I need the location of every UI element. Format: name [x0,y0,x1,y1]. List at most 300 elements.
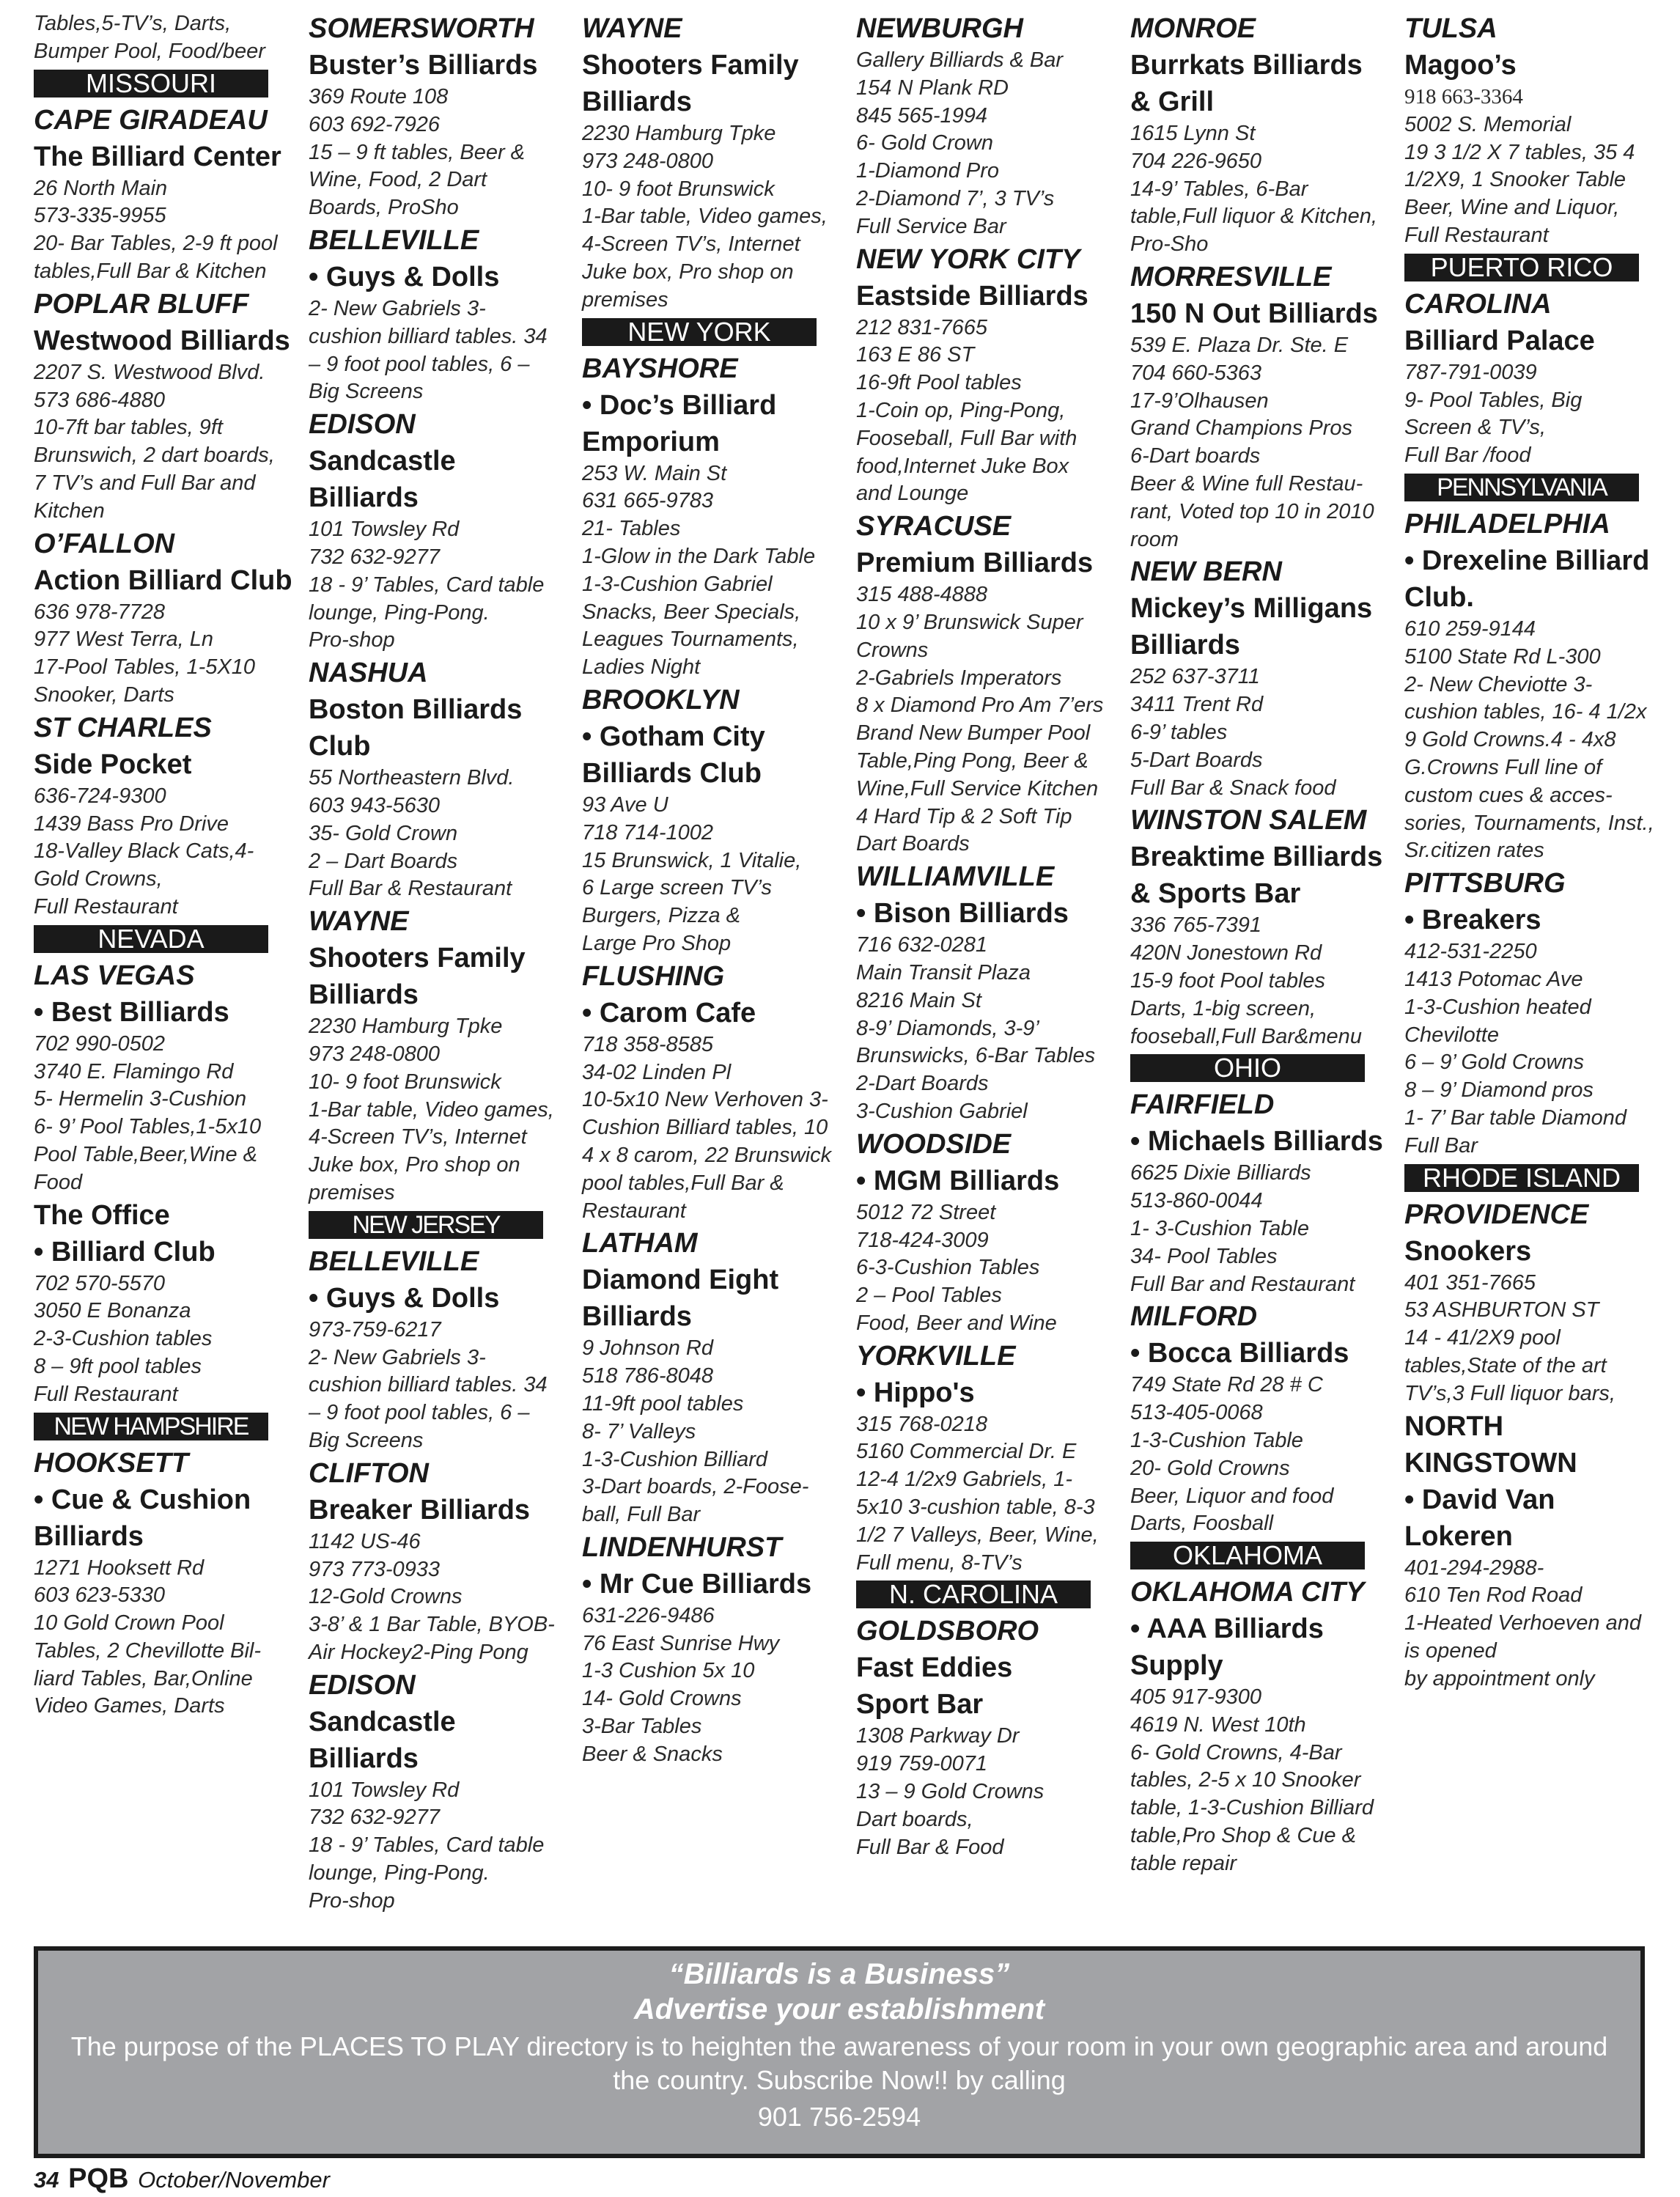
listing-line: 8-9’ Diamonds, 3-9’ [856,1016,1039,1040]
venue-name: Mickey’s Milligans [1130,593,1373,625]
listing-line: 12-Gold Crowns [309,1585,463,1609]
listing-line: 6-3-Cushion Tables [856,1256,1040,1280]
venue-name: Snookers [1404,1235,1532,1267]
listing-line: 93 Ave U [582,792,668,817]
venue-name: The Office [34,1199,170,1231]
listing-line: 10 Gold Crown Pool [34,1611,224,1635]
city-heading: HOOKSETT [34,1447,189,1479]
listing-line: 716 632-0281 [856,933,987,957]
listing-line: 636-724-9300 [34,784,166,808]
listing-line: 18 - 9’ Tables, Card table [309,573,545,597]
listing-line: 9 Gold Crowns.4 - 4x8 [1404,728,1616,752]
page-number: 34 [34,2167,59,2193]
listing-line: 631 665-9783 [582,489,713,513]
venue-name: • Breakers [1404,905,1541,936]
listing-line: 732 632-9277 [309,545,440,569]
listing-line: Full Restaurant [1404,223,1549,247]
venue-name: Boston Billiards [309,694,523,726]
listing-line: 5-Dart Boards [1130,748,1263,772]
listing-line: 2-Diamond 7’, 3 TV’s [856,186,1055,210]
venue-name: The Billiard Center [34,141,281,172]
listing-line: Full Restaurant [34,1382,178,1406]
listing-line: 513-860-0044 [1130,1189,1263,1213]
listing-line: Chevilotte [1404,1023,1499,1047]
venue-name: Sandcastle [309,1706,456,1737]
listing-line: sories, Tournaments, Inst., [1404,811,1654,835]
venue-name: Action Billiard Club [34,564,292,596]
listing-line: Juke box, Pro shop on [309,1153,520,1177]
listing-line: 1-3-Cushion heated [1404,995,1591,1019]
listing-line: 76 East Sunrise Hwy [582,1631,780,1655]
magazine-logo: PQB [68,2163,129,2194]
listing-line: 10- 9 foot Brunswick [582,177,775,201]
listing-line: Pro-shop [309,628,395,652]
listing-line: is opened [1404,1638,1497,1663]
listing-line: 6625 Dixie Billiards [1130,1161,1311,1185]
listing-line: fooseball,Full Bar&menu [1130,1024,1362,1048]
venue-name: • Billiard Club [34,1236,215,1267]
venue-name: • Michaels Billiards [1130,1126,1383,1158]
listing-line: 977 West Terra, Ln [34,628,214,652]
listing-line: 35- Gold Crown [309,821,458,845]
listing-line: – 9 foot pool tables, 6 – [309,1401,530,1425]
ad-phone: 901 756-2594 [757,2102,921,2132]
listing-line: 1308 Parkway Dr [856,1724,1020,1748]
listing-line: 10- 9 foot Brunswick [309,1070,501,1094]
directory-column-2 [309,10,565,1916]
listing-line: 18 - 9’ Tables, Card table [309,1833,545,1858]
state-header: NEW JERSEY [309,1211,543,1239]
listing-line: Large Pro Shop [582,931,732,955]
venue-name: NORTH [1404,1410,1504,1442]
city-heading: LATHAM [582,1228,698,1259]
listing-line: Food, Beer and Wine [856,1311,1057,1335]
listing-line: 704 226-9650 [1130,149,1261,173]
listing-line: 10-7ft bar tables, 9ft [34,416,223,440]
listing-line: 7 TV’s and Full Bar and [34,471,256,495]
venue-name: Westwood Billiards [34,325,290,356]
listing-line: 4 Hard Tip & 2 Soft Tip [856,804,1072,828]
venue-name: • Mr Cue Billiards [582,1568,812,1600]
listing-line: 20- Gold Crowns [1130,1456,1290,1480]
listing-line: 732 632-9277 [309,1806,440,1830]
venue-name: • Guys & Dolls [309,1282,500,1314]
directory-column-5 [1130,10,1387,1878]
listing-line: 2- New Gabriels 3- [309,296,486,320]
listing-line: cushion billiard tables. 34 [309,1373,548,1397]
listing-line: 1142 US-46 [309,1529,421,1553]
listing-line: 5160 Commercial Dr. E [856,1440,1077,1464]
listing-line: 718 714-1002 [582,820,713,844]
listing-line: Food [34,1170,83,1194]
listing-line: 8 – 9’ Diamond pros [1404,1078,1594,1103]
city-heading: WILLIAMVILLE [856,861,1055,893]
listing-line: food,Internet Juke Box [856,454,1069,478]
listing-line: Snacks, Beer Specials, [582,600,801,624]
listing-line: 4 x 8 carom, 22 Brunswick [582,1143,832,1167]
listing-line: 412-531-2250 [1404,940,1537,964]
listing-line: 2 – Dart Boards [309,849,458,873]
listing-line: custom cues & acces- [1404,783,1613,807]
listing-line: 1-Bar table, Video games, [582,205,828,229]
listing-line: rant, Voted top 10 in 2010 [1130,499,1374,523]
listing-line: Bumper Pool, Food/beer [34,39,265,63]
listing-line: Brand New Bumper Pool [856,721,1091,746]
venue-name: • Carom Cafe [582,997,756,1028]
listing-line: 17-9’Olhausen [1130,389,1269,413]
listing-line: 2 – Pool Tables [856,1284,1002,1308]
listing-line: Gold Crowns, [34,867,163,891]
listing-line: 973 248-0800 [309,1042,440,1066]
listing-line: 401-294-2988- [1404,1556,1544,1580]
listing-line: 702 570-5570 [34,1271,165,1295]
listing-line: premises [309,1180,395,1204]
venue-name: Eastside Billiards [856,280,1088,312]
listing-line: 631-226-9486 [582,1603,715,1627]
listing-line: Darts, 1-big screen, [1130,996,1316,1020]
listing-line: 3-Bar Tables [582,1715,702,1739]
venue-name: & Grill [1130,87,1215,117]
listing-line: Wine, Food, 2 Dart [309,168,487,192]
listing-line: 2-Gabriels Imperators [856,666,1062,690]
venue-name: Diamond Eight [582,1265,779,1296]
listing-line: lounge, Ping-Pong. [309,1861,490,1885]
listing-line: 973 773-0933 [309,1557,440,1581]
listing-line: Brunswicks, 6-Bar Tables [856,1044,1096,1068]
venue-name: Billiards [309,482,419,514]
state-header: PENNSYLVANIA [1404,474,1639,501]
page-footer [34,2164,330,2193]
listing-line: 6- 9’ Pool Tables,1-5x10 [34,1115,262,1139]
state-header: NEW YORK [582,318,817,346]
venue-name: 150 N Out Billiards [1130,298,1378,329]
listing-line: 4-Screen TV’s, Internet [582,232,800,257]
listing-line: Main Transit Plaza [856,960,1031,985]
listing-line: 718 358-8585 [582,1032,713,1056]
listing-line: 1/2 7 Valleys, Beer, Wine, [856,1523,1099,1547]
listing-line: 20- Bar Tables, 2-9 ft pool [34,232,278,256]
listing-line: Air Hockey2-Ping Pong [309,1640,528,1664]
listing-line: Beer & Wine full Restau- [1130,471,1363,496]
phone-line: 918 663-3364 [1404,85,1523,108]
listing-line: Full Bar /food [1404,444,1531,468]
listing-line: 4619 N. West 10th [1130,1712,1306,1737]
city-heading: FAIRFIELD [1130,1089,1275,1121]
city-heading: NEW YORK CITY [856,243,1080,275]
listing-line: 845 565-1994 [856,103,987,128]
city-heading: WINSTON SALEM [1130,805,1367,836]
listing-line: TV’s,3 Full liquor bars, [1404,1381,1615,1405]
listing-line: 973 248-0800 [582,149,713,173]
listing-line: 21- Tables [582,517,681,541]
listing-line: Dart Boards [856,832,970,856]
listing-line: 9 Johnson Rd [582,1336,713,1361]
listing-line: 636 978-7728 [34,600,165,624]
listing-line: Juke box, Pro shop on [582,260,794,284]
city-heading: GOLDSBORO [856,1616,1039,1647]
listing-line: Beer & Snacks [582,1742,723,1766]
listing-line: 13 – 9 Gold Crowns [856,1780,1045,1804]
listing-line: Full Bar [1404,1133,1478,1158]
venue-name: • Drexeline Billiard [1404,545,1650,576]
listing-line: Big Screens [309,1428,424,1452]
listing-line: 14- Gold Crowns [582,1687,742,1711]
listing-line: 53 ASHBURTON ST [1404,1298,1599,1322]
listing-line: 315 768-0218 [856,1412,987,1436]
listing-line: 14 - 41/2X9 pool [1404,1326,1561,1350]
issue-date: October/November [138,2167,330,2193]
venue-name: Club. [1404,581,1474,613]
listing-line: and Lounge [856,482,969,506]
city-heading: BELLEVILLE [309,1245,479,1277]
listing-line: 5002 S. Memorial [1404,112,1572,136]
city-heading: CAROLINA [1404,288,1552,320]
city-heading: CLIFTON [309,1457,429,1489]
city-heading: MORRESVILLE [1130,261,1332,292]
city-heading: OKLAHOMA CITY [1130,1577,1365,1608]
state-header: MISSOURI [34,70,268,97]
listing-line: 973-759-6217 [309,1317,441,1342]
listing-line: Gallery Billiards & Bar [856,48,1064,72]
directory-column-3 [582,10,839,1769]
venue-name: • Bison Billiards [856,898,1069,930]
city-heading: MONROE [1130,13,1256,44]
listing-line: Full Bar & Food [856,1835,1004,1859]
listing-line: 15 – 9 ft tables, Beer & [309,140,526,164]
venue-name: • AAA Billiards [1130,1613,1324,1645]
listing-line: 718-424-3009 [856,1228,989,1252]
listing-line: 4-Screen TV’s, Internet [309,1125,527,1149]
listing-line: room [1130,527,1179,551]
city-heading: WOODSIDE [856,1128,1012,1160]
venue-name: Magoo’s [1404,50,1517,81]
listing-line: Screen & TV’s, [1404,416,1546,440]
listing-line: Video Games, Darts [34,1694,225,1718]
listing-line: Big Screens [309,380,424,404]
listing-line: 1-Diamond Pro [856,159,1000,183]
venue-name: Billiards [582,87,692,117]
venue-name: • Guys & Dolls [309,261,500,292]
ad-title: “Billiards is a Business” [668,1958,1010,1990]
venue-name: Breaker Billiards [309,1494,531,1526]
venue-name: • Hippo's [856,1377,975,1408]
listing-line: 401 351-7665 [1404,1270,1536,1295]
listing-line: table, 1-3-Cushion Billiard [1130,1796,1374,1820]
listing-line: 603 943-5630 [309,793,440,817]
city-heading: ST CHARLES [34,712,212,743]
listing-line: 6- Gold Crowns, 4-Bar [1130,1740,1342,1764]
venue-name: Emporium [582,426,720,457]
city-heading: BELLEVILLE [309,224,479,256]
listing-line: Beer, Wine and Liquor, [1404,196,1620,220]
city-heading: PITTSBURG [1404,868,1566,899]
listing-line: 18-Valley Black Cats,4- [34,839,254,864]
listing-line: 1-3-Cushion Table [1130,1428,1303,1452]
listing-line: 3050 E Bonanza [34,1299,191,1323]
listing-line: 749 State Rd 28 # C [1130,1373,1323,1397]
venue-name: Premium Billiards [856,548,1094,579]
listing-line: 603 692-7926 [309,112,440,136]
listing-line: 2230 Hamburg Tpke [582,122,776,145]
listing-line: 1-3-Cushion Gabriel [582,572,773,596]
listing-line: 603 623-5330 [34,1583,165,1608]
listing-line: 34-02 Linden Pl [582,1060,732,1084]
state-header: NEW HAMPSHIRE [34,1413,268,1440]
state-header: PUERTO RICO [1404,254,1639,281]
listing-line: Boards, ProSho [309,196,459,220]
city-heading: NASHUA [309,658,428,689]
state-header: RHODE ISLAND [1404,1164,1639,1192]
listing-line: Fooseball, Full Bar with [856,426,1077,450]
city-heading: WAYNE [309,906,409,938]
city-heading: CAPE GIRADEAU [34,104,268,136]
listing-line: 3-Dart boards, 2-Foose- [582,1475,809,1499]
listing-line: pool tables,Full Bar & [582,1171,784,1195]
listing-line: Darts, Foosball [1130,1512,1274,1536]
venue-name: Billiards [34,1520,144,1552]
listing-line: Cushion Billiard tables, 10 [582,1116,828,1140]
city-heading: EDISON [309,1669,416,1701]
listing-line: Crowns [856,638,929,662]
listing-line: tables, 2-5 x 10 Snooker [1130,1768,1361,1792]
listing-line: 1- 7’ Bar table Diamond [1404,1105,1627,1130]
state-header: OKLAHOMA [1130,1542,1365,1569]
listing-line: Brunswich, 2 dart boards, [34,444,275,468]
city-heading: MILFORD [1130,1301,1258,1333]
listing-line: 6- Gold Crown [856,131,993,155]
listing-line: cushion billiard tables. 34 [309,324,548,348]
venue-name: Side Pocket [34,748,192,780]
venue-name: Shooters Family [582,50,799,81]
listing-line: 3-8’ & 1 Bar Table, BYOB- [309,1613,555,1637]
listing-line: 1/2X9, 1 Snooker Table [1404,168,1626,192]
city-heading: EDISON [309,409,416,441]
venue-name: Breaktime Billiards [1130,842,1383,873]
listing-line: 610 Ten Rod Road [1404,1583,1583,1608]
listing-line: 101 Towsley Rd [309,1778,460,1802]
listing-line: tables,Full Bar & Kitchen [34,259,267,283]
listing-line: 212 831-7665 [856,315,987,339]
listing-line: G.Crowns Full line of [1404,755,1602,779]
listing-line: 163 E 86 ST [856,343,975,367]
listing-line: 5100 State Rd L-300 [1404,644,1601,669]
listing-line: 2230 Hamburg Tpke [309,1015,503,1039]
listing-line: 15 Brunswick, 1 Vitalie, [582,848,802,872]
listing-line: 5x10 3-cushion table, 8-3 [856,1495,1095,1520]
listing-line: 1615 Lynn St [1130,122,1256,145]
venue-name: Fast Eddies [856,1652,1013,1684]
directory-column-1 [34,10,290,1721]
city-heading: YORKVILLE [856,1340,1016,1372]
listing-line: 10-5x10 New Verhoven 3- [582,1088,828,1112]
listing-line: 1-Heated Verhoeven and [1404,1611,1641,1635]
listing-line: 16-9ft Pool tables [856,371,1022,395]
city-heading: SYRACUSE [856,511,1012,542]
listing-line: 2207 S. Westwood Blvd. [34,360,265,384]
venue-name: Burrkats Billiards [1130,50,1363,81]
listing-line: 1271 Hooksett Rd [34,1556,205,1580]
venue-name: Supply [1130,1650,1223,1682]
listing-line: 2- New Gabriels 3- [309,1345,486,1369]
listing-line: 420N Jonestown Rd [1130,941,1322,965]
listing-line: 253 W. Main St [582,461,727,485]
venue-name: Club [309,731,371,762]
city-heading: PROVIDENCE [1404,1199,1589,1230]
listing-line: 10 x 9’ Brunswick Super [856,610,1083,634]
listing-line: 6 Large screen TV’s [582,876,772,900]
listing-line: 702 990-0502 [34,1031,165,1056]
listing-line: Pro-shop [309,1888,395,1913]
listing-line: 369 Route 108 [309,85,449,108]
listing-line: Dart boards, [856,1807,973,1831]
listing-line: table,Full liquor & Kitchen, [1130,205,1377,229]
listing-line: Full Restaurant [34,894,178,919]
venue-name: Buster’s Billiards [309,50,538,81]
listing-line: 55 Northeastern Blvd. [309,766,515,790]
listing-line: Tables,5-TV’s, Darts, [34,12,232,35]
ad-subtitle: Advertise your establishment [633,1993,1045,2025]
listing-line: Full Bar & Snack food [1130,776,1336,800]
venue-name: • Bocca Billiards [1130,1338,1349,1369]
venue-name: Billiards [1130,630,1240,661]
listing-line: Full Service Bar [856,214,1006,238]
listing-line: 19 3 1/2 X 7 tables, 35 4 [1404,140,1635,164]
listing-line: Snooker, Darts [34,682,174,707]
listing-line: 336 765-7391 [1130,913,1261,938]
listing-line: 2- New Cheviotte 3- [1404,672,1593,696]
directory-columns [34,10,1654,1946]
listing-line: liard Tables, Bar,Online [34,1666,253,1690]
listing-line: 405 917-9300 [1130,1685,1261,1710]
state-header: N. CAROLINA [856,1580,1091,1608]
city-heading: BROOKLYN [582,684,740,715]
listing-line: Table,Ping Pong, Beer & [856,748,1088,773]
listing-line: 9- Pool Tables, Big [1404,388,1583,412]
listing-line: 1-3-Cushion Billiard [582,1447,768,1471]
venue-name: Sport Bar [856,1689,984,1721]
ad-body: The purpose of the PLACES TO PLAY directory is to heighten the awareness of your room in your own geographic area and around the country. Subscribe Now!! by calling [70,2031,1608,2095]
listing-line: Wine,Full Service Kitchen [856,776,1099,801]
listing-line: 539 E. Plaza Dr. Ste. E [1130,333,1349,357]
venue-name: • MGM Billiards [856,1165,1060,1196]
city-heading: TULSA [1404,13,1497,44]
city-heading: WAYNE [582,13,682,44]
listing-line: cushion tables, 16- 4 1/2x [1404,700,1647,724]
venue-name: • Cue & Cushion [34,1484,251,1515]
listing-line: 2-Dart Boards [856,1072,989,1096]
listing-line: 17-Pool Tables, 1-5X10 [34,655,256,680]
listing-line: 787-791-0039 [1404,360,1537,384]
venue-name: Billiards [309,979,419,1011]
listing-line: 315 488-4888 [856,583,987,607]
listing-line: 154 N Plank RD [856,76,1009,100]
listing-line: 5- Hermelin 3-Cushion [34,1087,247,1111]
venue-name: Billiards [582,1301,692,1333]
listing-line: 3-Cushion Gabriel [856,1099,1028,1123]
listing-line: Pool Table,Beer,Wine & [34,1142,257,1166]
venue-name: KINGSTOWN [1404,1447,1577,1479]
listing-line: 8 – 9ft pool tables [34,1354,202,1378]
venue-name: Sandcastle [309,446,456,477]
city-heading: LINDENHURST [582,1531,782,1563]
listing-line: – 9 foot pool tables, 6 – [309,352,530,376]
listing-line: 6-9’ tables [1130,720,1228,744]
listing-line: 6-Dart boards [1130,444,1261,468]
listing-line: 3740 E. Flamingo Rd [34,1059,234,1083]
listing-line: 1-Glow in the Dark Table [582,544,816,568]
listing-line: 1-Bar table, Video games, [309,1097,554,1122]
venue-name: • Gotham City [582,721,765,752]
